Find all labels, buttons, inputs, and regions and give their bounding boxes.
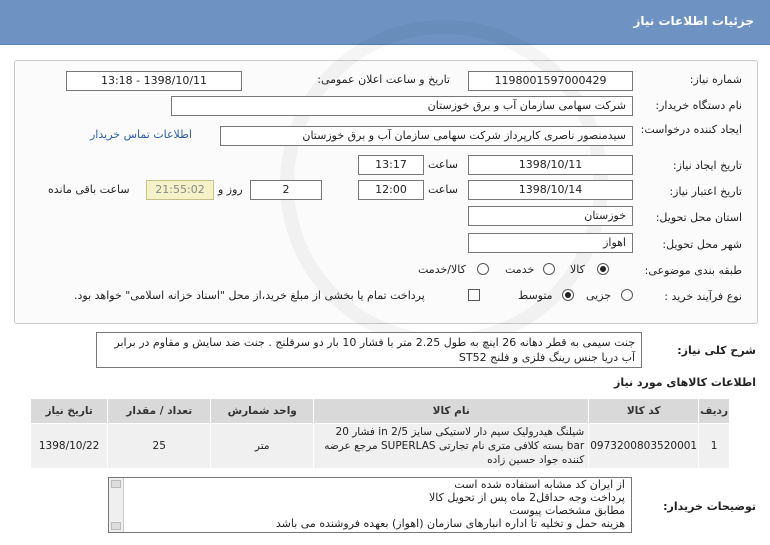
notes-line: پرداخت وجه حداقل2 ماه پس از تحویل کالا — [429, 491, 625, 504]
announce-field[interactable]: 1398/10/11 - 13:18 — [66, 71, 242, 91]
col-code: کد کالا — [589, 399, 699, 424]
category-both-radio[interactable] — [477, 263, 489, 275]
notes-line: از ایران کد مشابه استفاده شده است — [454, 478, 625, 491]
category-goods-label: کالا — [570, 263, 585, 276]
validity-time-label: ساعت — [428, 183, 458, 196]
cell-date: 1398/10/22 — [31, 424, 108, 469]
purchase-minor-radio[interactable] — [621, 289, 633, 301]
purchase-label: نوع فرآیند خرید : — [664, 290, 742, 303]
purchase-minor-label: جزیی — [586, 289, 612, 302]
remaining-time-field: 21:55:02 — [146, 180, 214, 200]
col-row: ردیف — [699, 399, 730, 424]
buyer-label: نام دستگاه خریدار: — [655, 99, 742, 112]
cell-qty: 25 — [108, 424, 211, 469]
create-time-field[interactable]: 13:17 — [358, 155, 424, 175]
col-name: نام کالا — [314, 399, 589, 424]
announce-label: تاریخ و ساعت اعلان عمومی: — [317, 73, 450, 86]
days-label: روز و — [218, 183, 243, 196]
create-date-field[interactable]: 1398/10/11 — [468, 155, 633, 175]
remaining-label: ساعت باقی مانده — [48, 183, 130, 196]
city-field[interactable]: اهواز — [468, 233, 633, 253]
city-label: شهر محل تحویل: — [662, 238, 742, 251]
create-time-label: ساعت — [428, 158, 458, 171]
need-number-field[interactable]: 1198001597000429 — [468, 71, 633, 91]
category-service-label: خدمت — [505, 263, 535, 276]
province-label: استان محل تحویل: — [655, 211, 742, 224]
treasury-checkbox[interactable] — [468, 289, 480, 301]
category-label: طبقه بندی موضوعی: — [644, 264, 742, 277]
scroll-down-icon[interactable] — [111, 522, 121, 530]
category-service-radio[interactable] — [543, 263, 555, 275]
items-table — [30, 398, 730, 469]
cell-code: 0973200803520001 — [589, 424, 699, 469]
validity-time-field[interactable]: 12:00 — [358, 180, 424, 200]
col-unit: واحد شمارش — [211, 399, 314, 424]
notes-line: هزینه حمل و تخلیه تا اداره انبارهای سازمان (اهواز) بعهده فروشنده می باشد — [275, 517, 625, 530]
creator-field[interactable]: سیدمنصور ناصری کارپرداز شرکت سهامی سازمان آب و برق خوزستان — [220, 126, 633, 146]
page-title: جزئیات اطلاعات نیاز — [633, 14, 754, 28]
items-section-title: اطلاعات کالاهای مورد نیاز — [614, 376, 756, 389]
table-row — [31, 424, 730, 469]
col-date: تاریخ نیاز — [31, 399, 108, 424]
treasury-text: پرداخت تمام یا بخشی از مبلغ خرید،از محل "اسناد خزانه اسلامی" خواهد بود. — [74, 289, 425, 302]
cell-unit: متر — [211, 424, 314, 469]
category-goods-radio[interactable] — [597, 263, 609, 275]
validity-label: تاریخ اعتبار نیاز: — [669, 185, 742, 198]
page-header — [0, 0, 770, 45]
notes-label: توضیحات خریدار: — [663, 500, 756, 513]
category-both-label: کالا/خدمت — [418, 263, 466, 276]
purchase-medium-label: متوسط — [518, 289, 553, 302]
days-field[interactable]: 2 — [250, 180, 322, 200]
description-label: شرح کلی نیاز: — [677, 344, 756, 357]
contact-info-link[interactable]: اطلاعات تماس خریدار — [90, 128, 192, 141]
create-date-label: تاریخ ایجاد نیاز: — [672, 159, 742, 172]
creator-label: ایجاد کننده درخواست: — [640, 123, 742, 136]
cell-name: شیلنگ هیدرولیک سیم دار لاستیکی سایز in 2/5 فشار 20 bar بسته کلافی متری نام تجارتی SUPERLAS مرجع عرضه کننده جواد حسین زاده — [314, 424, 589, 469]
col-qty: تعداد / مقدار — [108, 399, 211, 424]
notes-scrollbar[interactable] — [109, 478, 124, 532]
description-field[interactable]: جنت سیمی به قطر دهانه 26 اینچ به طول 2.25 متر با فشار 10 بار دو سرفلنج . جنت ضد سایش و مقاوم در برابر آب دریا جنس رینگ فلزی و فلنج ST52 — [96, 332, 642, 368]
cell-row: 1 — [699, 424, 730, 469]
need-number-label: شماره نیاز: — [689, 73, 742, 86]
validity-date-field[interactable]: 1398/10/14 — [468, 180, 633, 200]
notes-line: مطابق مشخصات پیوست — [509, 504, 625, 517]
buyer-field[interactable]: شرکت سهامی سازمان آب و برق خوزستان — [171, 96, 633, 116]
purchase-medium-radio[interactable] — [562, 289, 574, 301]
notes-field[interactable] — [108, 477, 632, 533]
scroll-up-icon[interactable] — [111, 480, 121, 488]
province-field[interactable]: خوزستان — [468, 206, 633, 226]
